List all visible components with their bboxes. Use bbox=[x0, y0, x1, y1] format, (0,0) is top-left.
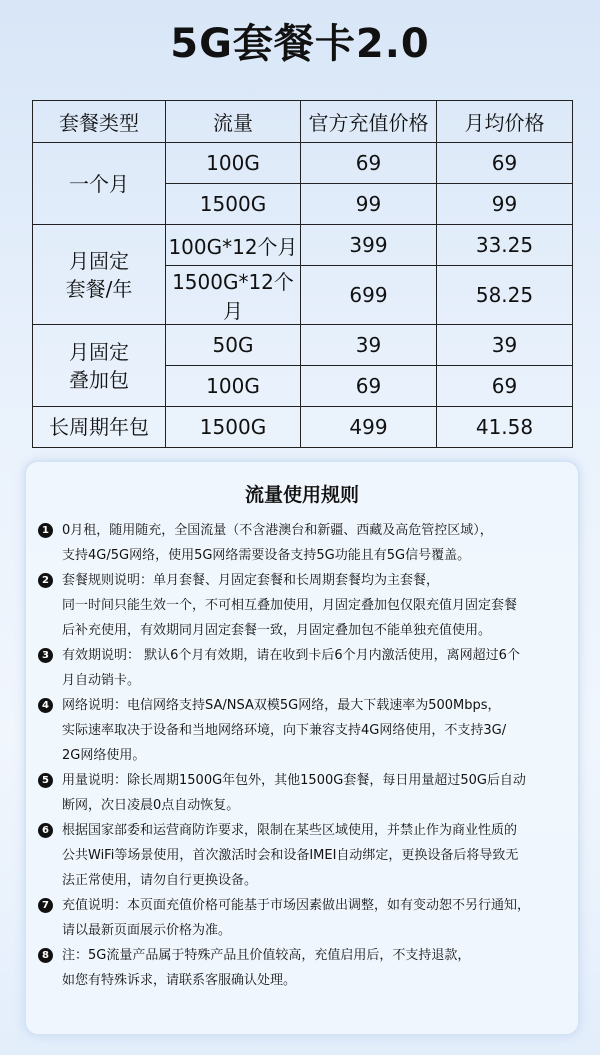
rule-text: 如您有特殊诉求，请联系客服确认处理。 bbox=[62, 973, 297, 988]
rule-text: 有效期说明： 默认6个月有效期，请在收到卡后6个月内激活使用，离网超过6个 bbox=[62, 648, 520, 663]
rule-text: 0月租，随用随充，全国流量（不含港澳台和新疆、西藏及高危管控区域）， bbox=[62, 523, 493, 538]
data-cell: 1500G*12个月 bbox=[166, 266, 301, 325]
rule-item bbox=[38, 643, 570, 693]
plan-type-label: 套餐/年 bbox=[65, 276, 133, 301]
monthly-cell: 58.25 bbox=[437, 266, 573, 325]
rule-text: 实际速率取决于设备和当地网络环境，向下兼容支持4G网络使用，不支持3G/ bbox=[62, 723, 507, 738]
rule-text: 套餐规则说明：单月套餐、月固定套餐和长周期套餐均为主套餐， bbox=[62, 573, 440, 588]
rule-text: 公共WiFi等场景使用，首次激活时会和设备IMEI自动绑定，更换设备后将导致无 bbox=[62, 848, 519, 863]
table-row bbox=[33, 325, 573, 366]
rule-item bbox=[38, 943, 570, 993]
rule-item bbox=[38, 768, 570, 818]
number-badge-icon: 7 bbox=[38, 898, 53, 913]
data-cell: 100G bbox=[166, 366, 301, 407]
rule-text: 后补充使用，有效期同月固定套餐一致，月固定叠加包不能单独充值使用。 bbox=[62, 623, 492, 638]
price-cell: 99 bbox=[301, 184, 437, 225]
plan-type-label: 叠加包 bbox=[69, 367, 129, 392]
rule-text: 请以最新页面展示价格为准。 bbox=[62, 923, 232, 938]
plan-type-label: 一个月 bbox=[69, 171, 129, 196]
monthly-cell: 69 bbox=[437, 366, 573, 407]
number-badge-icon: 8 bbox=[38, 948, 53, 963]
data-cell: 1500G bbox=[166, 407, 301, 448]
header-official-price: 官方充值价格 bbox=[301, 101, 437, 143]
monthly-cell: 39 bbox=[437, 325, 573, 366]
price-cell: 499 bbox=[301, 407, 437, 448]
rule-item bbox=[38, 568, 570, 643]
price-cell: 399 bbox=[301, 225, 437, 266]
table-row bbox=[33, 225, 573, 266]
monthly-cell: 99 bbox=[437, 184, 573, 225]
plan-type-cell bbox=[33, 143, 166, 225]
price-cell: 69 bbox=[301, 366, 437, 407]
rule-text: 法正常使用，请勿自行更换设备。 bbox=[62, 873, 258, 888]
data-cell: 100G bbox=[166, 143, 301, 184]
header-data: 流量 bbox=[166, 101, 301, 143]
monthly-cell: 41.58 bbox=[437, 407, 573, 448]
rule-text: 支持4G/5G网络，使用5G网络需要设备支持5G功能且有5G信号覆盖。 bbox=[62, 548, 471, 563]
rule-item bbox=[38, 693, 570, 768]
number-badge-icon: 3 bbox=[38, 648, 53, 663]
plan-type-cell bbox=[33, 225, 166, 325]
data-cell: 100G*12个月 bbox=[166, 225, 301, 266]
rule-text: 2G网络使用。 bbox=[62, 748, 146, 763]
rule-text: 用量说明：除长周期1500G年包外，其他1500G套餐，每日用量超过50G后自动 bbox=[62, 773, 526, 788]
header-plan-type: 套餐类型 bbox=[33, 101, 166, 143]
plan-type-cell bbox=[33, 407, 166, 448]
data-cell: 50G bbox=[166, 325, 301, 366]
rule-text: 注：5G流量产品属于特殊产品且价值较高，充值启用后，不支持退款， bbox=[62, 948, 471, 963]
number-badge-icon: 5 bbox=[38, 773, 53, 788]
price-cell: 39 bbox=[301, 325, 437, 366]
rule-text: 月自动销卡。 bbox=[62, 673, 141, 688]
plan-type-label: 月固定 bbox=[69, 248, 129, 273]
data-cell: 1500G bbox=[166, 184, 301, 225]
price-cell: 69 bbox=[301, 143, 437, 184]
number-badge-icon: 1 bbox=[38, 523, 53, 538]
rules-list bbox=[38, 518, 570, 993]
monthly-cell: 33.25 bbox=[437, 225, 573, 266]
plan-table bbox=[32, 100, 573, 448]
usage-rules-panel bbox=[24, 460, 580, 1036]
plan-type-label: 月固定 bbox=[69, 339, 129, 364]
monthly-cell: 69 bbox=[437, 143, 573, 184]
plan-type-cell bbox=[33, 325, 166, 407]
number-badge-icon: 6 bbox=[38, 823, 53, 838]
rule-text: 同一时间只能生效一个，不可相互叠加使用，月固定叠加包仅限充值月固定套餐 bbox=[62, 598, 518, 613]
rule-item bbox=[38, 518, 570, 568]
rule-text: 充值说明：本页面充值价格可能基于市场因素做出调整，如有变动恕不另行通知， bbox=[62, 898, 531, 913]
table-row bbox=[33, 143, 573, 184]
rule-text: 网络说明：电信网络支持SA/NSA双模5G网络，最大下载速率为500Mbps， bbox=[62, 698, 501, 713]
table-header-row bbox=[33, 101, 573, 143]
rule-text: 断网，次日凌晨0点自动恢复。 bbox=[62, 798, 240, 813]
rule-item bbox=[38, 893, 570, 943]
rules-title: 流量使用规则 bbox=[244, 484, 359, 506]
plan-type-label: 长周期年包 bbox=[49, 415, 149, 439]
table-row bbox=[33, 407, 573, 448]
rule-item bbox=[38, 818, 570, 893]
number-badge-icon: 4 bbox=[38, 698, 53, 713]
page-title: 5G套餐卡2.0 bbox=[170, 21, 430, 67]
rule-text: 根据国家部委和运营商防诈要求，限制在某些区域使用，并禁止作为商业性质的 bbox=[62, 823, 518, 838]
number-badge-icon: 2 bbox=[38, 573, 53, 588]
price-cell: 699 bbox=[301, 266, 437, 325]
header-monthly-price: 月均价格 bbox=[437, 101, 573, 143]
